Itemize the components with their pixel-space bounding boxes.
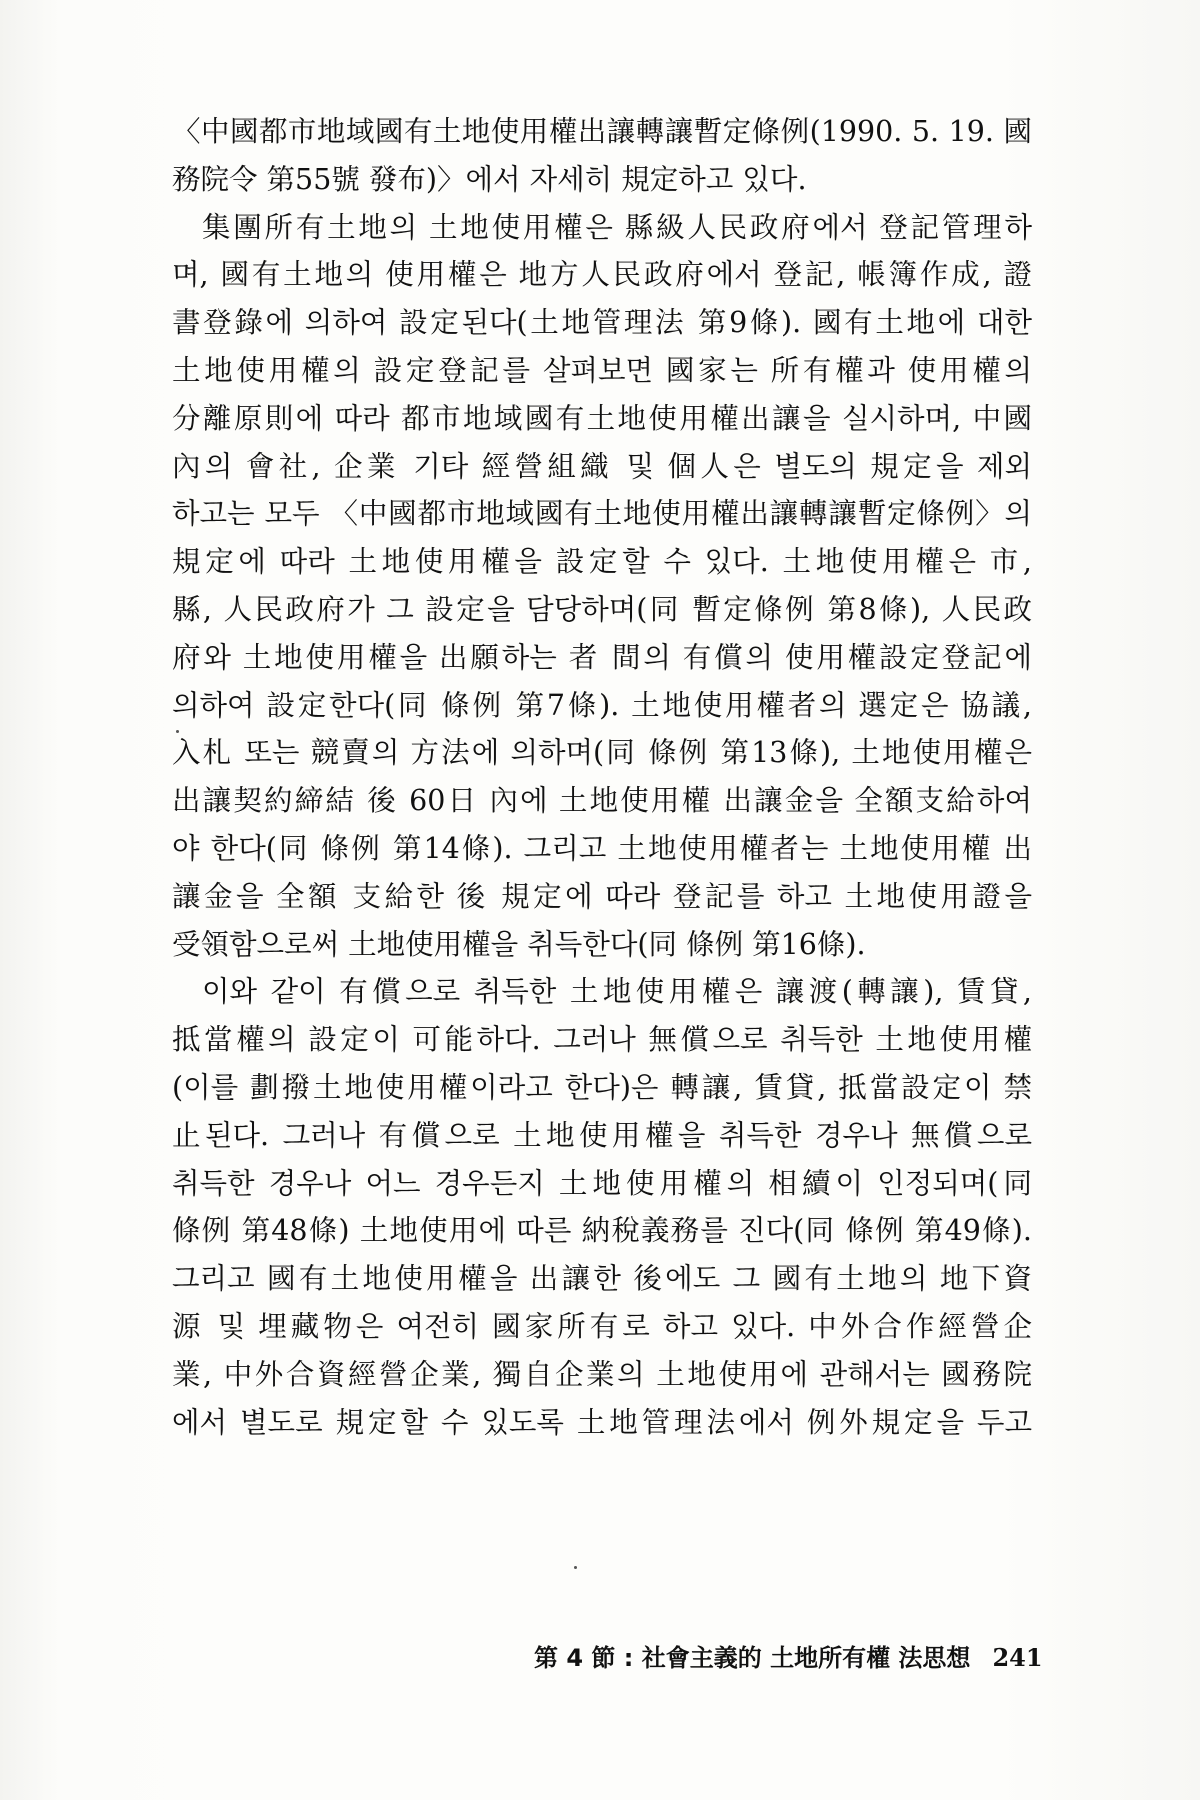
text-line: 에서 별도로 規定할 수 있도록 土地管理法에서 例外規定을 두고 [172, 1405, 1032, 1439]
text-line: 務院令 第55號 發布)〉에서 자세히 規定하고 있다. [172, 162, 807, 196]
text-line: 야 한다(同 條例 第14條). 그리고 土地使用權者는 土地使用權 出 [172, 831, 1032, 865]
text-line: 이와 같이 有償으로 취득한 土地使用權은 讓渡(轉讓), 賃貸, [202, 975, 1032, 1009]
text-line: 의하여 設定한다(同 條例 第7條). 土地使用權者의 選定은 協議, [172, 688, 1032, 722]
text-line: 土地使用權의 設定登記를 살펴보면 國家는 所有權과 使用權의 [172, 353, 1032, 387]
text-line: 府와 土地使用權을 出願하는 者 間의 有償의 使用權設定登記에 [172, 640, 1032, 674]
text-line: 抵當權의 設定이 可能하다. 그러나 無償으로 취득한 土地使用權 [172, 1023, 1032, 1057]
text-line: 受領함으로써 土地使用權을 취득한다(同 條例 第16條). [172, 927, 866, 961]
text-line: 며, 國有土地의 使用權은 地方人民政府에서 登記, 帳簿作成, 證 [172, 258, 1032, 292]
text-line: 源 및 埋藏物은 여전히 國家所有로 하고 있다. 中外合作經營企 [172, 1309, 1032, 1343]
running-title: 第 4 節 : 社會主義的 土地所有權 法思想 [534, 1644, 971, 1672]
text-line: 讓金을 全額 支給한 後 規定에 따라 登記를 하고 土地使用證을 [172, 879, 1032, 913]
text-line: 縣, 人民政府가 그 設定을 담당하며(同 暫定條例 第8條), 人民政 [172, 592, 1032, 626]
text-line: 內의 會社, 企業 기타 經營組織 및 個人은 별도의 規定을 제외 [172, 449, 1032, 483]
print-speck [574, 1566, 577, 1569]
running-footer [534, 1638, 1043, 1673]
text-line: 集團所有土地의 土地使用權은 縣級人民政府에서 登記管理하 [202, 210, 1032, 244]
text-line: 規定에 따라 土地使用權을 設定할 수 있다. 土地使用權은 市, [172, 545, 1032, 579]
text-line: (이를 劃撥土地使用權이라고 한다)은 轉讓, 賃貸, 抵當設定이 禁 [172, 1070, 1032, 1104]
text-line: 하고는 모두 〈中國都市地域國有土地使用權出讓轉讓暫定條例〉의 [172, 497, 1032, 531]
page-number: 241 [992, 1643, 1043, 1672]
text-line: 취득한 경우나 어느 경우든지 土地使用權의 相續이 인정되며(同 [172, 1166, 1032, 1200]
text-line: 그리고 國有土地使用權을 出讓한 後에도 그 國有土地의 地下資 [172, 1262, 1032, 1296]
text-line: 書登錄에 의하여 設定된다(土地管理法 第9條). 國有土地에 대한 [172, 306, 1032, 340]
text-line: 〈中國都市地域國有土地使用權出讓轉讓暫定條例(1990. 5. 19. 國 [172, 115, 1032, 148]
body-text [172, 108, 1032, 1446]
text-line: 入札 또는 競賣의 方法에 의하며(同 條例 第13條), 土地使用權은 [172, 736, 1032, 770]
text-line: 業, 中外合資經營企業, 獨自企業의 土地使用에 관해서는 國務院 [172, 1357, 1032, 1391]
text-line: 分離原則에 따라 都市地域國有土地使用權出讓을 실시하며, 中國 [172, 401, 1032, 435]
text-line: 條例 第48條) 土地使用에 따른 納稅義務를 진다(同 條例 第49條). [172, 1214, 1032, 1248]
text-line: 止된다. 그러나 有償으로 土地使用權을 취득한 경우나 無償으로 [172, 1118, 1032, 1152]
print-speck [176, 730, 179, 733]
text-line: 出讓契約締結 後 60日 內에 土地使用權 出讓金을 全額支給하여 [172, 784, 1032, 818]
